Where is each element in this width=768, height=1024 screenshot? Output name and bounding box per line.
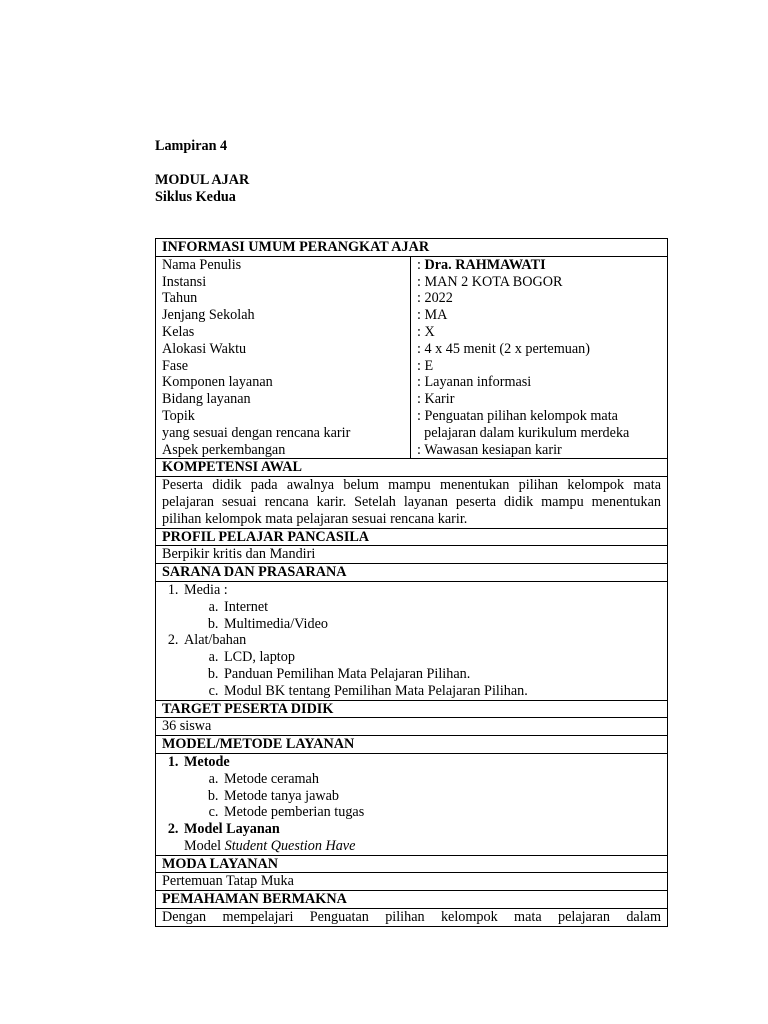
profil-text: Berpikir kritis dan Mandiri	[156, 546, 668, 564]
sarana-media-label: Media :	[184, 581, 228, 598]
profil-header-row	[156, 528, 668, 546]
kompetensi-header-row	[156, 459, 668, 477]
model-list	[162, 754, 661, 855]
info-header: INFORMASI UMUM PERANGKAT AJAR	[156, 239, 668, 257]
value-colon: :	[417, 256, 425, 273]
model-name: Student Question Have	[224, 837, 356, 854]
pemahaman-text: Dengan mempelajari Penguatan pilihan kelompok mata pelajaran dalam	[156, 909, 668, 927]
target-row	[156, 718, 668, 736]
list-item: a. Internet	[222, 599, 661, 616]
target-text: 36 siswa	[156, 718, 668, 736]
model-prefix: Model	[184, 837, 225, 854]
kompetensi-text: Peserta didik pada awalnya belum mampu menentukan pilihan kelompok mata pelajaran sesuai rencana karir. Setelah layanan peserta didik mampu menentukan pilihan kelompok mata pelajaran sesuai rencana karir.	[156, 477, 668, 528]
sarana-row	[156, 581, 668, 700]
pemahaman-row	[156, 909, 668, 927]
label-bidang: Bidang layanan	[162, 391, 251, 408]
value-nama-penulis	[417, 257, 661, 274]
kompetensi-row	[156, 477, 668, 528]
moda-text: Pertemuan Tatap Muka	[156, 873, 668, 891]
profil-header: PROFIL PELAJAR PANCASILA	[156, 528, 668, 546]
info-header-row	[156, 239, 668, 257]
value-aspek: : Wawasan kesiapan karir	[417, 441, 562, 458]
label-kelas: Kelas	[162, 323, 195, 340]
list-item	[182, 582, 661, 632]
label-komponen: Komponen layanan	[162, 374, 273, 391]
document-title: MODUL AJAR	[155, 172, 250, 188]
moda-header: MODA LAYANAN	[156, 855, 668, 873]
sarana-header: SARANA DAN PRASARANA	[156, 564, 668, 582]
label-aspek: Aspek perkembangan	[162, 441, 286, 458]
value-bidang: : Karir	[417, 391, 455, 408]
pemahaman-header-row	[156, 891, 668, 909]
label-topik-cont: yang sesuai dengan rencana karir	[162, 424, 351, 441]
moda-header-row	[156, 855, 668, 873]
list-item: c. Metode pemberian tugas	[222, 804, 661, 821]
sarana-content	[156, 581, 668, 700]
pemahaman-header: PEMAHAMAN BERMAKNA	[156, 891, 668, 909]
alat-sublist	[184, 649, 661, 699]
label-nama-penulis: Nama Penulis	[162, 256, 242, 273]
target-header: TARGET PESERTA DIDIK	[156, 700, 668, 718]
profil-row	[156, 546, 668, 564]
label-topik: Topik	[162, 407, 195, 424]
list-item: b. Metode tanya jawab	[222, 788, 661, 805]
target-header-row	[156, 700, 668, 718]
model-line	[184, 838, 661, 855]
value-jenjang: : MA	[417, 307, 448, 324]
value-kelas: : X	[417, 323, 435, 340]
module-table	[155, 238, 668, 927]
label-jenjang: Jenjang Sekolah	[162, 307, 255, 324]
label-fase: Fase	[162, 357, 189, 374]
value-tahun: : 2022	[417, 290, 453, 307]
model-label: Model Layanan	[184, 821, 280, 838]
model-row	[156, 753, 668, 855]
sarana-list	[162, 582, 661, 700]
document-subtitle: Siklus Kedua	[155, 189, 236, 205]
label-tahun: Tahun	[162, 290, 198, 307]
author-name: Dra. RAHMAWATI	[424, 256, 546, 273]
list-item: a. Metode ceramah	[222, 771, 661, 788]
list-item	[182, 754, 661, 821]
list-item: a. LCD, laptop	[222, 649, 661, 666]
metode-sublist	[184, 771, 661, 821]
model-header: MODEL/METODE LAYANAN	[156, 736, 668, 754]
sarana-alat-label: Alat/bahan	[184, 632, 247, 649]
list-item: b. Panduan Pemilihan Mata Pelajaran Pilihan.	[222, 666, 661, 683]
value-komponen: : Layanan informasi	[417, 374, 532, 391]
value-fase: : E	[417, 357, 434, 374]
value-instansi: : MAN 2 KOTA BOGOR	[417, 273, 563, 290]
moda-row	[156, 873, 668, 891]
list-item: c. Modul BK tentang Pemilihan Mata Pelajaran Pilihan.	[222, 683, 661, 700]
model-header-row	[156, 736, 668, 754]
kompetensi-header: KOMPETENSI AWAL	[156, 459, 668, 477]
label-instansi: Instansi	[162, 273, 207, 290]
info-row	[156, 256, 668, 459]
label-alokasi: Alokasi Waktu	[162, 340, 247, 357]
list-item: b. Multimedia/Video	[222, 616, 661, 633]
list-item	[182, 821, 661, 855]
metode-label: Metode	[184, 753, 230, 770]
value-alokasi: : 4 x 45 menit (2 x pertemuan)	[417, 340, 590, 357]
model-content	[156, 753, 668, 855]
appendix-label: Lampiran 4	[155, 138, 228, 154]
list-item	[182, 632, 661, 699]
sarana-header-row	[156, 564, 668, 582]
media-sublist	[184, 599, 661, 633]
info-values	[411, 256, 668, 459]
info-labels	[156, 256, 411, 459]
value-topik: : Penguatan pilihan kelompok mata	[417, 407, 618, 424]
value-topik-cont: pelajaran dalam kurikulum merdeka	[417, 424, 630, 441]
